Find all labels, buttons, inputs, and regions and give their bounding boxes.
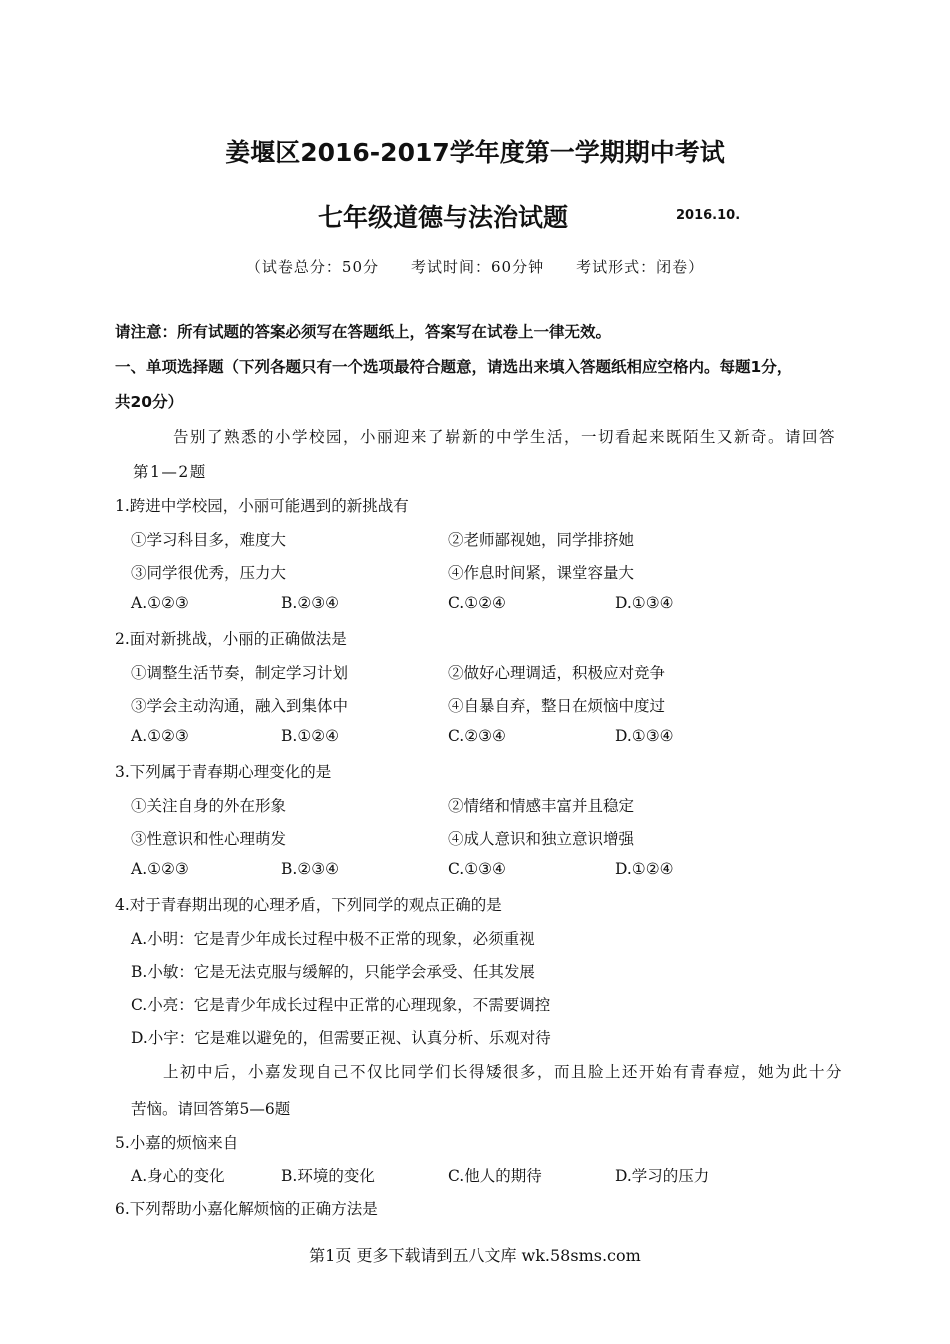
q5-option-b: B.环境的变化 xyxy=(281,1167,375,1185)
q3-option-a: A.①②③ xyxy=(131,860,189,878)
q2-statement-4: ④自暴自弃，整日在烦恼中度过 xyxy=(448,697,666,715)
q2-statement-3: ③学会主动沟通，融入到集体中 xyxy=(131,697,349,715)
q2-option-b: B.①②④ xyxy=(281,727,340,745)
section-heading-line2: 共20分） xyxy=(115,393,184,411)
page-footer: 第1页 更多下载请到五八文库 wk.58sms.com xyxy=(309,1246,641,1265)
q1-statement-3: ③同学很优秀，压力大 xyxy=(131,564,287,582)
q4-stem: 4.对于青春期出现的心理矛盾，下列同学的观点正确的是 xyxy=(115,896,502,914)
q1-statement-4: ④作息时间紧，课堂容量大 xyxy=(448,564,635,582)
q5-option-c: C.他人的期待 xyxy=(448,1167,542,1185)
notice: 请注意：所有试题的答案必须写在答题纸上，答案写在试卷上一律无效。 xyxy=(115,323,612,341)
q1-option-b: B.②③④ xyxy=(281,594,340,612)
q5-option-d: D.学习的压力 xyxy=(615,1167,710,1185)
q4-option-a: A.小明：它是青少年成长过程中极不正常的现象，必须重视 xyxy=(131,930,535,948)
passage1-line2: 第1—2题 xyxy=(133,463,207,481)
q3-statement-2: ②情绪和情感丰富并且稳定 xyxy=(448,797,635,815)
q2-statement-1: ①调整生活节奏，制定学习计划 xyxy=(131,664,349,682)
section-heading-line1: 一、单项选择题（下列各题只有一个选项最符合题意，请选出来填入答题纸相应空格内。每题1分， xyxy=(115,358,793,376)
q3-option-c: C.①③④ xyxy=(448,860,506,878)
passage2-line2: 苦恼。请回答第5—6题 xyxy=(131,1100,291,1118)
q1-statement-1: ①学习科目多，难度大 xyxy=(131,531,287,549)
q1-option-d: D.①③④ xyxy=(615,594,674,612)
q2-option-a: A.①②③ xyxy=(131,727,189,745)
q3-statement-3: ③性意识和性心理萌发 xyxy=(131,830,287,848)
q6-stem: 6.下列帮助小嘉化解烦恼的正确方法是 xyxy=(115,1200,378,1218)
exam-info: （试卷总分：50分 考试时间：60分钟 考试形式：闭卷） xyxy=(245,258,705,276)
q1-statement-2: ②老师鄙视她，同学排挤她 xyxy=(448,531,635,549)
q1-stem: 1.跨进中学校园，小丽可能遇到的新挑战有 xyxy=(115,497,409,515)
exam-title: 姜堰区2016-2017学年度第一学期期中考试 xyxy=(225,138,725,167)
q2-stem: 2.面对新挑战，小丽的正确做法是 xyxy=(115,630,347,648)
q3-stem: 3.下列属于青春期心理变化的是 xyxy=(115,763,332,781)
exam-subtitle: 七年级道德与法治试题 xyxy=(318,203,569,232)
q1-option-a: A.①②③ xyxy=(131,594,189,612)
q4-option-c: C.小亮：它是青少年成长过程中正常的心理现象，不需要调控 xyxy=(131,996,551,1014)
q3-statement-4: ④成人意识和独立意识增强 xyxy=(448,830,635,848)
passage1-line1: 告别了熟悉的小学校园，小丽迎来了崭新的中学生活，一切看起来既陌生又新奇。请回答 xyxy=(173,428,837,446)
exam-date: 2016.10. xyxy=(676,208,741,223)
q5-stem: 5.小嘉的烦恼来自 xyxy=(115,1134,239,1152)
q2-statement-2: ②做好心理调适，积极应对竞争 xyxy=(448,664,666,682)
q2-option-c: C.②③④ xyxy=(448,727,506,745)
q2-option-d: D.①③④ xyxy=(615,727,674,745)
q3-option-d: D.①②④ xyxy=(615,860,674,878)
q3-option-b: B.②③④ xyxy=(281,860,340,878)
passage2-line1: 上初中后，小嘉发现自己不仅比同学们长得矮很多，而且脸上还开始有青春痘，她为此十分 xyxy=(163,1063,844,1081)
q4-option-b: B.小敏：它是无法克服与缓解的，只能学会承受、任其发展 xyxy=(131,963,535,981)
q1-option-c: C.①②④ xyxy=(448,594,506,612)
q3-statement-1: ①关注自身的外在形象 xyxy=(131,797,287,815)
q5-option-a: A.身心的变化 xyxy=(131,1167,225,1185)
q4-option-d: D.小宇：它是难以避免的，但需要正视、认真分析、乐观对待 xyxy=(131,1029,551,1047)
